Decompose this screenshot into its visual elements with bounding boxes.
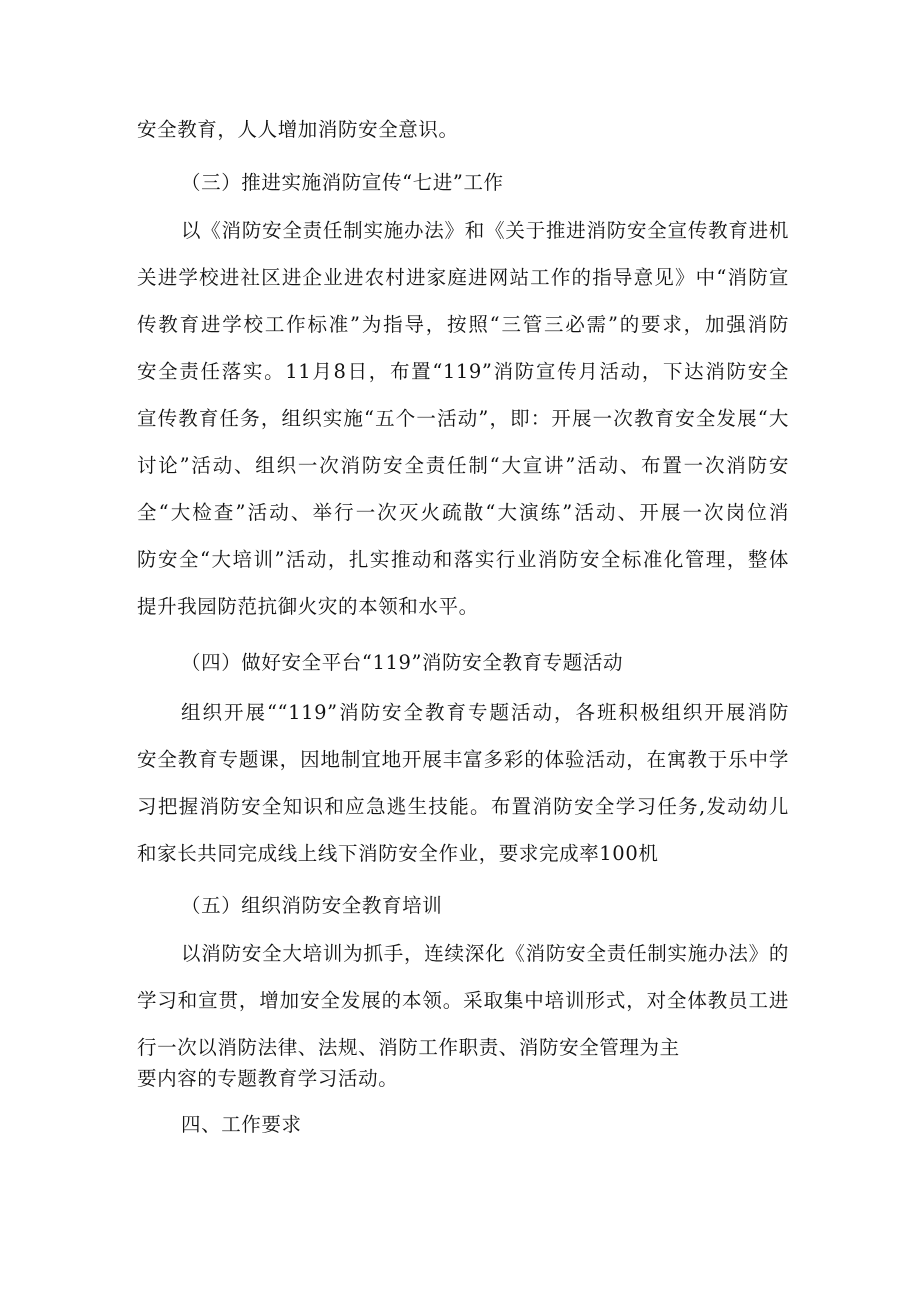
paragraph-line: 传教育进学校工作标准”为指导，按照“三管三必需”的要求，加强消防 [137, 313, 789, 336]
paragraph-line: 讨论”活动、组织一次消防安全责任制“大宣讲”活动、布置一次消防安 [137, 454, 789, 477]
paragraph-line: 关进学校进社区进企业进农村进家庭进网站工作的指导意见》中“消防宣 [137, 266, 789, 289]
paragraph-line: 全“大检查”活动、举行一次灭火疏散“大演练”活动、开展一次岗位消 [137, 501, 789, 524]
paragraph-line: 安全教育，人人增加消防安全意识。 [137, 118, 459, 141]
paragraph-line: 提升我园防范抗御火灾的本领和水平。 [137, 595, 479, 618]
paragraph-line: 行一次以消防法律、法规、消防工作职责、消防安全管理为主 [137, 1036, 680, 1059]
section-heading-4: （四）做好安全平台“119”消防安全教育专题活动 [181, 651, 624, 674]
paragraph-line: 以消防安全大培训为抓手，连续深化《消防安全责任制实施办法》的 [181, 942, 789, 965]
paragraph-line: 和家长共同完成线上线下消防安全作业，要求完成率100机 [137, 842, 659, 865]
paragraph-line: 宣传教育任务，组织实施“五个一活动”，即：开展一次教育安全发展“大 [137, 407, 789, 430]
section-heading-3: （三）推进实施消防宣传“七进”工作 [181, 171, 504, 194]
paragraph-line: 组织开展““119”消防安全教育专题活动，各班积极组织开展消防 [181, 701, 789, 724]
paragraph-line: 以《消防安全责任制实施办法》和《关于推进消防安全宣传教育进机 [181, 219, 789, 242]
paragraph-line: 要内容的专题教育学习活动。 [137, 1067, 399, 1090]
section-heading-5: （五）组织消防安全教育培训 [181, 894, 443, 917]
section-heading-requirements: 四、工作要求 [181, 1113, 302, 1136]
paragraph-line: 习把握消防安全知识和应急逃生技能。布置消防安全学习任务,发动幼儿 [137, 795, 789, 818]
paragraph-line: 学习和宣贯，增加安全发展的本领。采取集中培训形式，对全体教员工进 [137, 989, 789, 1012]
paragraph-line: 安全教育专题课，因地制宜地开展丰富多彩的体验活动，在寓教于乐中学 [137, 748, 789, 771]
paragraph-line: 安全责任落实。11月8日，布置“119”消防宣传月活动，下达消防安全 [137, 360, 789, 383]
paragraph-line: 防安全“大培训”活动，扎实推动和落实行业消防安全标准化管理，整体 [137, 548, 789, 571]
